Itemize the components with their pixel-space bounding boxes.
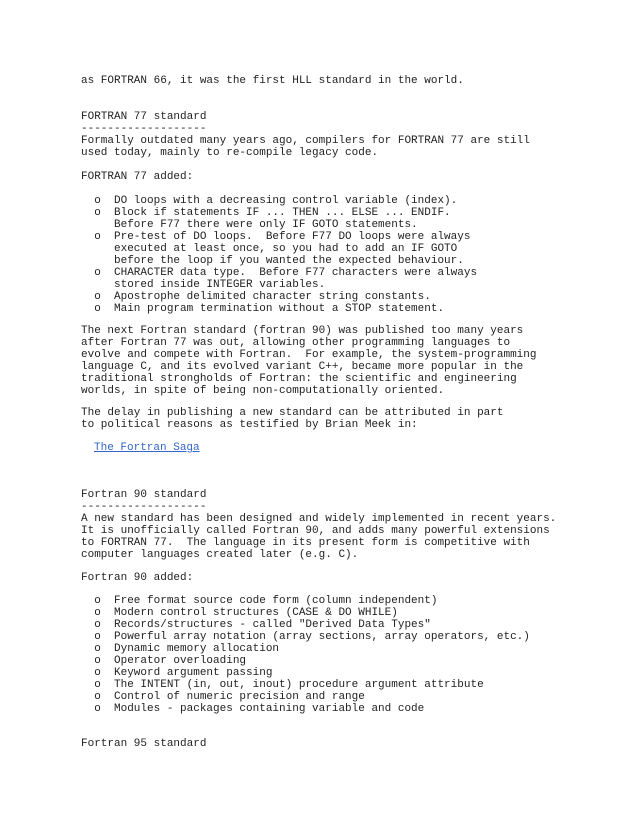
f77-list-item: executed at least once, so you had to add an IF GOTO [81,243,458,255]
intro-line: as FORTRAN 66, it was the first HLL standard in the world. [81,75,464,87]
f77-list-item: Before F77 there were only IF GOTO statements. [81,219,418,231]
f90-intro-line: worlds, in spite of being non-computationally oriented. [81,385,445,397]
f90-intro-line: traditional strongholds of Fortran: the scientific and engineering [81,373,517,385]
f90-list-item: o Records/structures - called "Derived Data Types" [81,619,431,631]
f90-intro-line: after Fortran 77 was out, allowing other programming languages to [81,337,511,349]
f90-list-item: o Modern control structures (CASE & DO WHILE) [81,607,398,619]
f77-paragraph-line: Formally outdated many years ago, compilers for FORTRAN 77 are still [81,135,530,147]
delay-paragraph-line: The delay in publishing a new standard can be attributed in part [81,407,504,419]
f90-intro-line: language C, and its evolved variant C++, became more popular in the [81,361,524,373]
f77-heading-underline: ------------------- [81,123,207,135]
f90-intro-line: The next Fortran standard (fortran 90) was published too many years [81,325,524,337]
f90-paragraph-line: to FORTRAN 77. The language in its present form is competitive with [81,537,530,549]
f77-list-item: o CHARACTER data type. Before F77 characters were always [81,267,478,279]
f90-added-label: Fortran 90 added: [81,572,194,584]
f77-list-item: before the loop if you wanted the expected behaviour. [81,255,464,267]
f90-list-item: o The INTENT (in, out, inout) procedure argument attribute [81,679,484,691]
f90-list-item: o Modules - packages containing variable and code [81,703,425,715]
fortran-saga-link[interactable]: The Fortran Saga [94,442,200,454]
f77-list-item: stored inside INTEGER variables. [81,279,326,291]
f77-paragraph-line: used today, mainly to re-compile legacy code. [81,147,379,159]
f77-list-item: o Apostrophe delimited character string constants. [81,291,431,303]
f77-list-item: o Block if statements IF ... THEN ... ELSE ... ENDIF. [81,207,451,219]
f90-list-item: o Dynamic memory allocation [81,643,280,655]
f77-list-item: o Pre-test of DO loops. Before F77 DO loops were always [81,231,471,243]
f90-list-item: o Free format source code form (column independent) [81,595,438,607]
f90-list-item: o Keyword argument passing [81,667,273,679]
f90-paragraph-line: It is unofficially called Fortran 90, and adds many powerful extensions [81,525,550,537]
f90-list-item: o Powerful array notation (array sections, array operators, etc.) [81,631,530,643]
f90-list-item: o Control of numeric precision and range [81,691,365,703]
f77-list-item: o DO loops with a decreasing control variable (index). [81,195,458,207]
f90-intro-line: evolve and compete with Fortran. For example, the system-programming [81,349,537,361]
f90-heading: Fortran 90 standard [81,489,207,501]
f77-added-label: FORTRAN 77 added: [81,171,194,183]
f77-list-item: o Main program termination without a STOP statement. [81,303,445,315]
f90-list-item: o Operator overloading [81,655,247,667]
f90-paragraph-line: computer languages created later (e.g. C). [81,549,359,561]
delay-paragraph-line: to political reasons as testified by Brian Meek in: [81,419,418,431]
f90-heading-underline: ------------------- [81,501,207,513]
f90-paragraph-line: A new standard has been designed and widely implemented in recent years. [81,513,557,525]
f95-heading: Fortran 95 standard [81,738,207,750]
f77-heading: FORTRAN 77 standard [81,111,207,123]
